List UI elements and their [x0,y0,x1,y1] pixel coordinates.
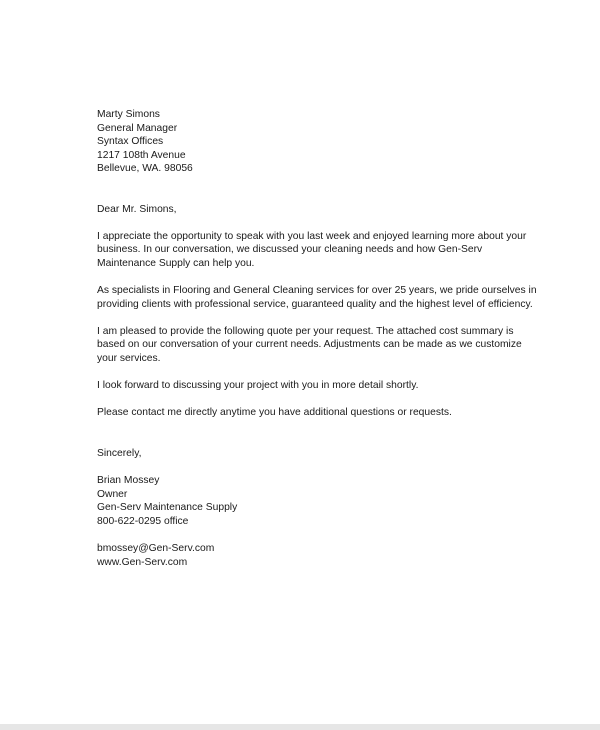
paragraph-specialists [97,284,537,311]
paragraph-line: Please contact me directly anytime you have additional questions or requests. [97,407,452,419]
paragraph-line: I appreciate the opportunity to speak with you last week and enjoyed learning more about your [97,230,527,242]
paragraph-look-forward [97,379,537,393]
paragraph-line: business. In our conversation, we discussed your cleaning needs and how Gen-Serv [97,244,483,256]
contact-links [97,542,537,569]
sender-email-link[interactable]: bmossey@Gen-Serv.com [97,543,215,555]
paragraph-line: based on our conversation of your current needs. Adjustments can be made as we customize [97,339,522,351]
recipient-title: General Manager [97,122,178,134]
signature-block [97,474,537,528]
recipient-company: Syntax Offices [97,136,164,148]
paragraph-contact [97,406,537,420]
paragraph-line: your services. [97,352,161,364]
paragraph-line: Maintenance Supply can help you. [97,257,255,269]
paragraph-appreciation [97,230,537,271]
recipient-street: 1217 108th Avenue [97,149,186,161]
salutation: Dear Mr. Simons, [97,203,177,215]
recipient-city: Bellevue, WA. 98056 [97,163,193,175]
page-bottom-edge [0,724,600,730]
paragraph-line: I am pleased to provide the following quote per your request. The attached cost summary is [97,325,514,337]
paragraph-line: providing clients with professional service, guaranteed quality and the highest level of efficiency. [97,298,533,310]
sender-name: Brian Mossey [97,475,160,487]
sender-phone: 800-622-0295 office [97,515,189,527]
letter-body [97,108,537,569]
closing: Sincerely, [97,447,142,459]
paragraph-line: I look forward to discussing your project with you in more detail shortly. [97,380,419,392]
recipient-name: Marty Simons [97,109,160,120]
paragraph-quote [97,325,537,366]
sender-title: Owner [97,488,128,500]
sender-website-link[interactable]: www.Gen-Serv.com [97,556,188,568]
sender-company: Gen-Serv Maintenance Supply [97,502,238,514]
paragraph-line: As specialists in Flooring and General Cleaning services for over 25 years, we pride ourselves in [97,284,537,296]
recipient-address-block [97,108,537,176]
